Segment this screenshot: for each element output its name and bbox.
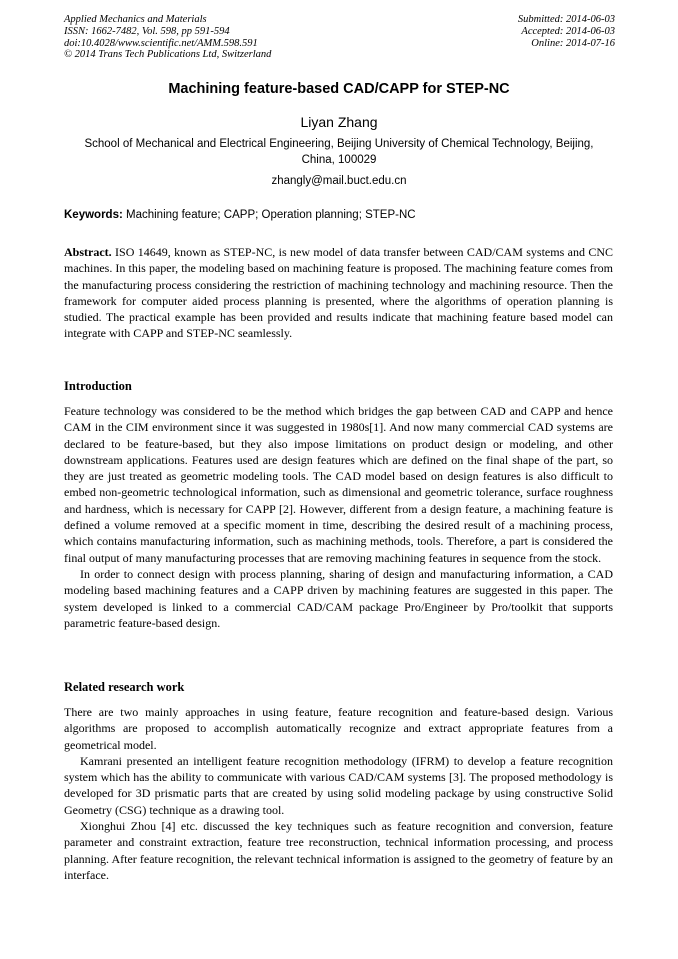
doi-line[interactable]: doi:10.4028/www.scientific.net/AMM.598.591: [64, 37, 258, 49]
author-name: Liyan Zhang: [300, 114, 378, 130]
section-heading-related-work: Related research work: [64, 680, 185, 694]
journal-info: [64, 14, 271, 61]
section-heading-introduction: Introduction: [64, 379, 132, 393]
keywords-text: Machining feature; CAPP; Operation planning; STEP-NC: [126, 209, 416, 221]
author-affiliation: School of Mechanical and Electrical Engineering, Beijing University of Chemical Technology, Beijing, China, 100029: [84, 138, 594, 166]
paragraph: There are two mainly approaches in using feature, feature recognition and feature-based design. Various algorithms are proposed to accomplish automatically recognize and extract appropriate features from a geometrical model.: [64, 705, 613, 752]
paper-title: Machining feature-based CAD/CAPP for STEP-NC: [168, 81, 510, 97]
keywords-label: Keywords:: [64, 209, 123, 221]
abstract: [64, 244, 613, 342]
related-work-body: [64, 704, 613, 883]
paragraph: Feature technology was considered to be the method which bridges the gap between CAD and CAPP and hence CAM in the CIM environment since it was suggested in 1980s[1]. And now many commercial CAD systems are declared to be feature-based, but they also impose limitations on product design or modeling, and other downstream applications. Features used are design features which are defined on the final shape of the part, so they are just treated as geometric modeling tools. The CAD model based on design features is also difficult to embed non-geometric technological information, such as dimensional and geometric tolerance, surface roughness and hardness, which is necessary for CAPP [2]. However, different from a design feature, a machining feature is defined a volume removed at a specific moment in time, describing the desired result of a machining process, which contains manufacturing information, such as machining methods, tools. Therefore, a part is considered the final output of many manufacturing processes that are removing machining features in sequence from the stock.: [64, 404, 613, 565]
abstract-text: ISO 14649, known as STEP-NC, is new model of data transfer between CAD/CAM systems and CNC machines. In this paper, the modeling based on machining feature is proposed. The machining feature comes from the manufacturing process considering the restriction of machining technology and machining resource. Then the framework for computer aided process planning is presented, where the algorithms of operation planning is studied. The practical example has been provided and results indicate that machining feature based model can integrate with CAPP and STEP-NC seamlessly.: [64, 245, 614, 341]
journal-name: Applied Mechanics and Materials: [64, 14, 207, 25]
keywords: [64, 209, 416, 221]
author-email[interactable]: zhangly@mail.buct.edu.cn: [271, 175, 407, 187]
online-date: Online: 2014-07-16: [531, 37, 615, 49]
paragraph: Xionghui Zhou [4] etc. discussed the key techniques such as feature recognition and conversion, feature parameter and constraint extraction, feature tree reconstruction, technical information processing, and process planning. After feature recognition, the relevant technical information is assigned to the geometry of feature by an interface.: [64, 819, 613, 882]
accepted-date: Accepted: 2014-06-03: [521, 25, 615, 37]
copyright-line: © 2014 Trans Tech Publications Ltd, Switzerland: [64, 49, 272, 61]
submitted-date: Submitted: 2014-06-03: [517, 14, 615, 25]
paragraph: Kamrani presented an intelligent feature recognition methodology (IFRM) to develop a feature recognition system which has the ability to communicate with various CAD/CAM systems [3]. The proposed methodology is developed for 3D prismatic parts that are created by using solid modeling package by using constructive Solid Geometry (CSG) technique as a drawing tool.: [64, 753, 613, 817]
paragraph: In order to connect design with process planning, sharing of design and manufacturing information, a CAD modeling based machining features and a CAPP driven by machining features are suggested in this paper. The system developed is linked to a commercial CAD/CAM package Pro/Engineer by Pro/toolkit that supports parametric feature-based design.: [64, 566, 613, 630]
introduction-body: [64, 403, 613, 631]
issn-line: ISSN: 1662-7482, Vol. 598, pp 591-594: [64, 25, 230, 37]
dates-info: [518, 14, 615, 49]
abstract-label: Abstract.: [64, 245, 112, 259]
